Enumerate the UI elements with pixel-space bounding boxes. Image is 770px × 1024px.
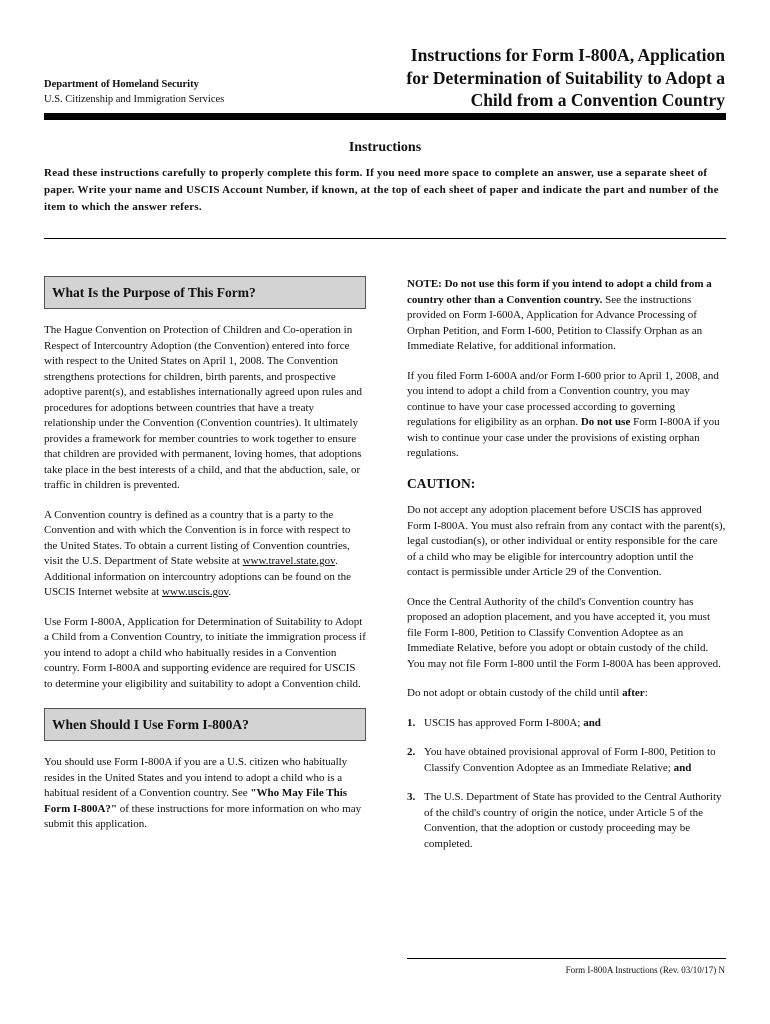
note-p2-text-a: If you filed Form I-600A and/or Form I-600 prior to April 1, 2008, and you intend to adopt a child from a Convention country, you may continue to have your case processed according to governing regulations for eligibility as an orphan. (407, 369, 719, 428)
list-item-text (424, 745, 726, 776)
form-title-line-2: for Determination of Suitability to Adopt a (406, 67, 725, 88)
uscis-link[interactable]: www.uscis.gov (161, 586, 229, 598)
header-divider (44, 113, 726, 120)
purpose-paragraph-1: The Hague Convention on Protection of Children and Co-operation in Respect of Intercountry Adoption (the Convention) entered into force with respect to the United States on April 1, 2008. The Convention strengthens protections for children, birth parents, and prospective adoptive parent(s), and establishes internationally agreed upon rules and procedures for adoptions between countries that have a treaty relationship under the Convention (Convention countries). It ultimately provides a framework for member countries to work together to ensure that children are provided with permanent, loving homes, that adoptions take place in the best interests of a child, and that the abduction, sale, or traffic in children is prevented. (44, 324, 362, 491)
list-item-bold: and (673, 761, 692, 774)
list-item (407, 716, 726, 732)
instructions-intro: Read these instructions carefully to properly complete this form. If you need more space to complete an answer, use a separate sheet of paper. Write your name and USCIS Account Number, if known, at the top of each sheet of paper and indicate the part and number of the item to which the answer refers. (44, 167, 719, 213)
when-section-heading: When Should I Use Form I-800A? (44, 708, 366, 741)
footer-divider (407, 958, 726, 959)
when-p1-text-b: of these instructions for more information on who may submit this application. (44, 802, 362, 830)
department-name: Department of Homeland Security (44, 79, 199, 90)
list-item-number: 1. (407, 716, 416, 729)
list-item-number: 3. (407, 791, 416, 803)
instructions-heading: Instructions (348, 140, 422, 155)
agency-name: U.S. Citizenship and Immigration Services (44, 94, 225, 105)
form-title (365, 44, 725, 112)
note-p2-bold: Do not use (580, 416, 631, 428)
purpose-p2-text-a: A Convention country is defined as a country that is a party to the Convention and with which the Convention is in force with respect to the United States. To obtain a current listing of Convention countries, visit the U.S. Department of State website at (44, 508, 351, 567)
when-p1-bold: "Who May File This Form I-800A?" (44, 787, 348, 815)
caution-p3-text-a: Do not adopt or obtain custody of the child until (407, 687, 623, 699)
when-paragraph-1 (44, 755, 366, 833)
list-item (407, 790, 726, 852)
caution-heading: CAUTION: (407, 475, 476, 491)
form-title-line-1: Instructions for Form I-800A, Application (410, 45, 725, 65)
when-p1-text-a: You should use Form I-800A if you are a U.S. citizen who habitually resides in the United States and you intend to adopt a child who is a habitual resident of a Convention country. See (44, 756, 348, 799)
caution-p3-text-b: : (644, 687, 648, 699)
caution-paragraph-2: Once the Central Authority of the child's Convention country has proposed an adoption placement, and you have accepted it, you must file Form I-800, Petition to Classify Convention Adoptee as an Immediate Relative, before you adopt or obtain custody of the child. You may not file Form I-800 until the Form I-800A has been approved. (407, 595, 721, 670)
purpose-paragraph-2 (44, 508, 366, 601)
intro-divider (44, 238, 726, 239)
note-bold: NOTE: Do not use this form if you intend to adopt a child from a country other than a Convention country. (407, 278, 712, 306)
note-p2-text-b: Form I-800A if you wish to continue your case under the provisions of existing orphan regulations. (407, 416, 720, 459)
caution-paragraph-3 (407, 686, 726, 702)
list-item-number: 2. (407, 746, 416, 758)
list-item-text (424, 716, 601, 732)
purpose-paragraph-3: Use Form I-800A, Application for Determination of Suitability to Adopt a Child from a Convention Country, to initiate the immigration process if you intend to adopt a child who habitually resides in a Convention country. Form I-800A and supporting evidence are required for USCIS to determine your eligibility and suitability to adopt a Convention child. (44, 615, 366, 690)
caution-p3-bold: after (622, 687, 645, 699)
page-footer: Form I-800A Instructions (Rev. 03/10/17) N (565, 965, 725, 975)
note-paragraph-2 (407, 369, 726, 462)
list-item-body: You have obtained provisional approval of Form I-800, Petition to Classify Convention Adoptee as an Immediate Relative; (424, 746, 716, 774)
right-column (407, 277, 726, 866)
list-item (407, 745, 726, 776)
form-title-line-3: Child from a Convention Country (470, 90, 725, 110)
note-paragraph-1 (407, 277, 726, 355)
list-item-bold: and (583, 716, 601, 729)
purpose-section-heading: What Is the Purpose of This Form? (44, 276, 366, 309)
note-rest: See the instructions provided on Form I-600A, Application for Advance Processing of Orphan Petition, and Form I-600, Petition to Classify Orphan as an Immediate Relative, for additional information. (407, 293, 703, 352)
list-item-text (424, 790, 726, 852)
purpose-p2-text-b: . Additional information on intercountry adoptions can be found on the USCIS Internet website at (44, 555, 352, 598)
left-column (44, 276, 366, 847)
travel-state-link[interactable]: www.travel.state.gov (242, 555, 335, 567)
list-item-body: The U.S. Department of State has provided to the Central Authority of the child's country of origin the notice, under Article 5 of the Convention, that the adoption or custody proceeding may be completed. (424, 791, 722, 850)
agency-block (44, 77, 224, 107)
purpose-p2-text-c: . (228, 586, 232, 598)
list-item-body: USCIS has approved Form I-800A; (424, 716, 584, 729)
caution-paragraph-1: Do not accept any adoption placement before USCIS has approved Form I-800A. You must also refrain from any contact with the parent(s), legal custodian(s), or other individual or entity responsible for the care of a child who may be eligible for intercountry adoption until the contact is permissible under Article 29 of the Convention. (407, 504, 726, 578)
